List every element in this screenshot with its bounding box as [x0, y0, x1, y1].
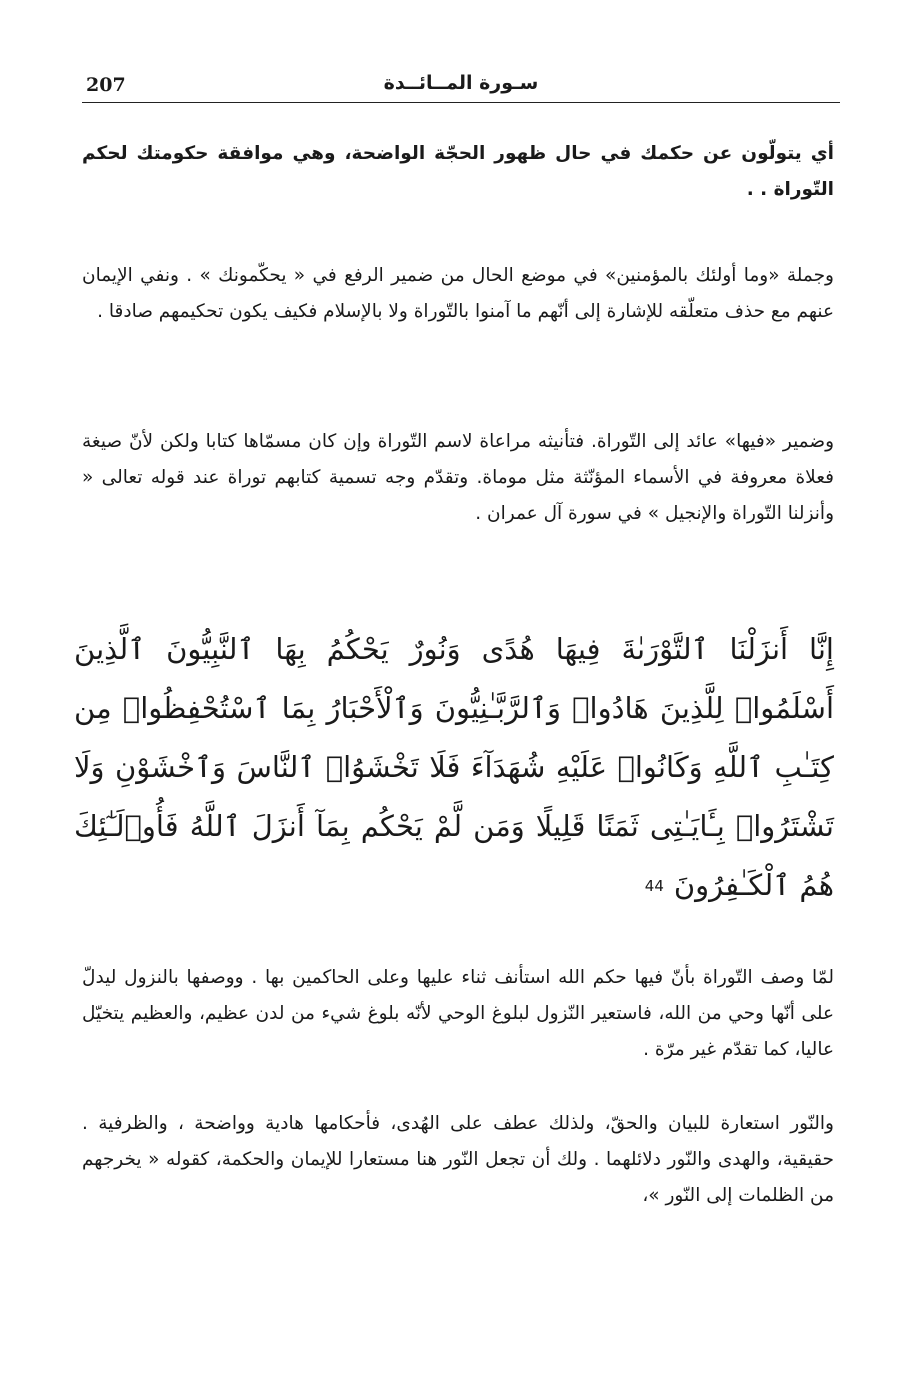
page-header: [82, 62, 840, 102]
commentary-paragraph-2: والنّور استعارة للبيان والحقّ، ولذلك عطف على الهُدى، فأحكامها هادية وواضحة ، والظرفية . حقيقية، والهدى والنّور دلائلهما . ولك أن تجعل النّور هنا مستعارا للإيمان والحكمة، كقوله « يخرجهم من الظلمات إلى النّور »،: [82, 1113, 834, 1206]
running-title: سـورة المــائــدة: [383, 72, 539, 94]
paragraph-3: وضمير «فيها» عائد إلى التّوراة. فتأنيثه مراعاة لاسم التّوراة وإن كان مسمّاها كتابا ولكن لأنّ صيغة فعلاة معروفة في الأسماء المؤنّثة مثل موماة. وتقدّم وجه تسمية كتابهم توراة عند قوله تعالى « وأنزلنا التّوراة والإنجيل » في سورة آل عمران .: [82, 431, 834, 524]
paragraph-2: وجملة «وما أولئك بالمؤمنين» في موضع الحال من ضمير الرفع في « يحكّمونك » . ونفي الإيمان عنهم مع حذف متعلّقه للإشارة إلى أنّهم ما آمنوا بالتّوراة ولا بالإسلام فكيف يكون تحكيمهم صادقا .: [82, 265, 834, 322]
quran-verse: [74, 620, 834, 916]
commentary-paragraph-1: لمّا وصف التّوراة بأنّ فيها حكم الله استأنف ثناء عليها وعلى الحاكمين بها . ووصفها بالنزول ليدلّ على أنّها وحي من الله، فاستعير النّزول لبلوغ الوحي لأنّه بلوغ شيء من لدن عظيم، والعظيم يتخيّل عاليا، كما تقدّم غير مرّة .: [82, 967, 834, 1060]
verse-text: إِنَّا أَنزَلْنَا ٱلتَّوْرَىٰةَ فِيهَا هُدًى وَنُورٌ يَحْكُمُ بِهَا ٱلنَّبِيُّونَ ٱلَّذِينَ أَسْلَمُوا۟ لِلَّذِينَ هَادُوا۟ وَٱلرَّبَّـٰنِيُّونَ وَٱلْأَحْبَارُ بِمَا ٱسْتُحْفِظُوا۟ مِن كِتَـٰبِ ٱللَّهِ وَكَانُوا۟ عَلَيْهِ شُهَدَآءَ فَلَا تَخْشَوُا۟ ٱلنَّاسَ وَٱخْشَوْنِ وَلَا تَشْتَرُوا۟ بِـَٔايَـٰتِى ثَمَنًا قَلِيلًا وَمَن لَّمْ يَحْكُم بِمَآ أَنزَلَ ٱللَّهُ فَأُو۟لَـٰٓئِكَ هُمُ ٱلْكَـٰفِرُونَ: [74, 632, 834, 902]
page-number: 207: [86, 74, 126, 96]
paragraph-1: أي يتولّون عن حكمك في حال ظهور الحجّة الواضحة، وهي موافقة حكومتك لحكم التّوراة . .: [82, 143, 834, 200]
verse-number: 44: [644, 877, 664, 895]
header-rule: [82, 102, 840, 103]
